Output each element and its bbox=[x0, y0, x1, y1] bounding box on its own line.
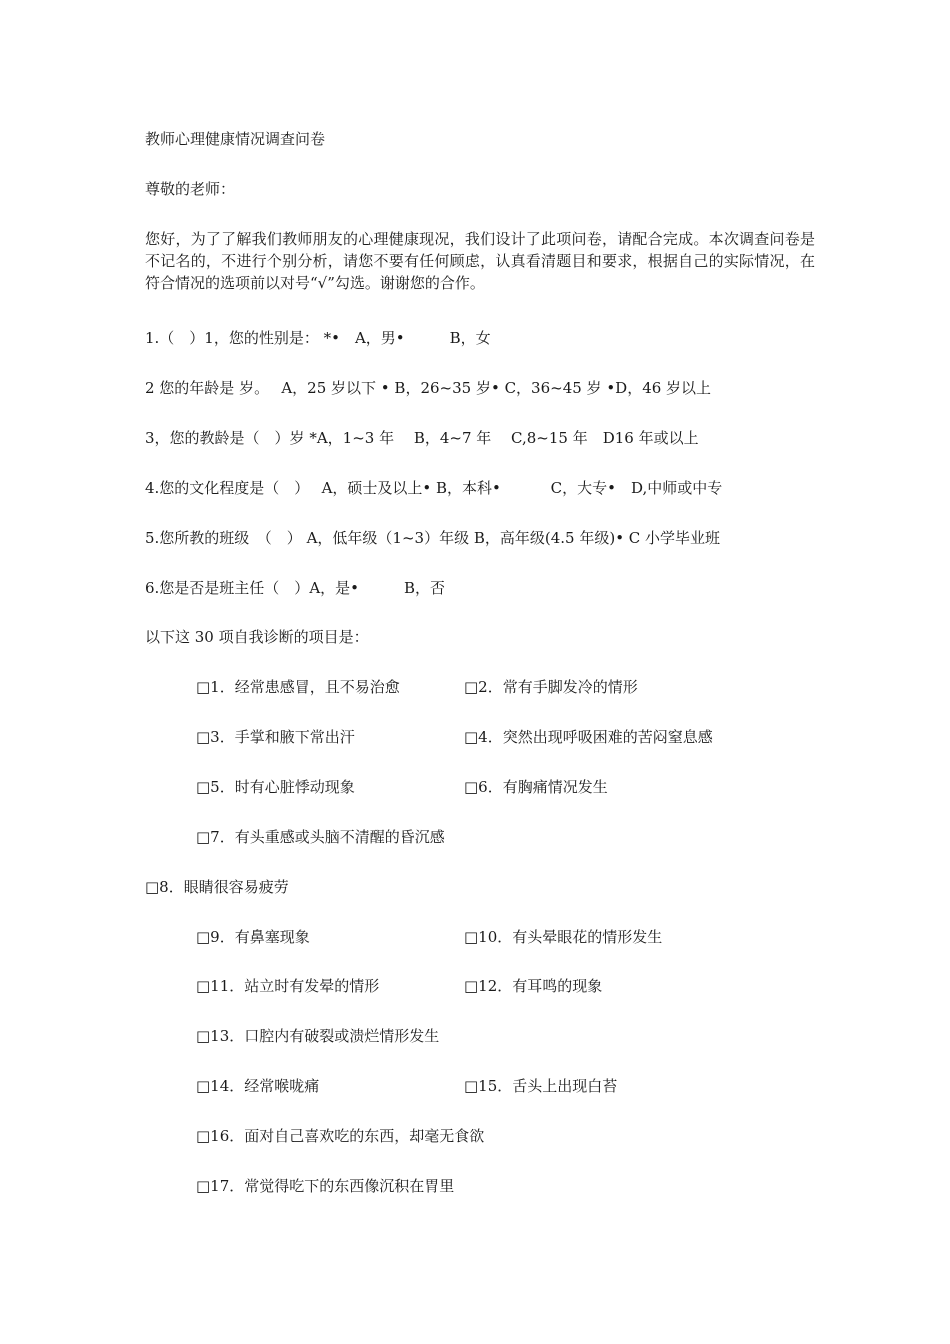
checklist-item-3: □3．手掌和腋下常出汗 bbox=[196, 728, 355, 746]
question-4: 4.您的文化程度是（ ） A，硕士及以上• B，本科• C，大专• D,中师或中专 bbox=[145, 479, 723, 497]
intro-paragraph: 您好，为了了解我们教师朋友的心理健康现况，我们设计了此项问卷，请配合完成。本次调查问卷是不记名的，不进行个别分析，请您不要有任何顾虑，认真看清题目和要求，根据自己的实际情况，在符合情况的选项前以对号“√”勾选。谢谢您的合作。 bbox=[145, 230, 815, 292]
checklist-item-15: □15．舌头上出现白苔 bbox=[464, 1077, 618, 1095]
checklist-item-8: □8．眼睛很容易疲劳 bbox=[145, 878, 289, 896]
document-title: 教师心理健康情况调查问卷 bbox=[145, 130, 326, 148]
question-1: 1.（ ）1，您的性别是： *• A，男• B，女 bbox=[145, 329, 491, 347]
checklist-item-16: □16．面对自己喜欢吃的东西，却毫无食欲 bbox=[196, 1127, 485, 1145]
checklist-item-7: □7．有头重感或头脑不清醒的昏沉感 bbox=[196, 828, 445, 846]
question-5: 5.您所教的班级 （ ） A，低年级（1~3）年级 B，高年级(4.5 年级)• C 小学毕业班 bbox=[145, 529, 721, 547]
salutation: 尊敬的老师： bbox=[145, 180, 236, 198]
checklist-item-12: □12．有耳鸣的现象 bbox=[464, 977, 603, 995]
checklist-item-11: □11．站立时有发晕的情形 bbox=[196, 977, 380, 995]
checklist-item-9: □9．有鼻塞现象 bbox=[196, 928, 310, 946]
checklist-item-13: □13．口腔内有破裂或溃烂情形发生 bbox=[196, 1027, 440, 1045]
checklist-item-14: □14．经常喉咙痛 bbox=[196, 1077, 320, 1095]
checklist-item-4: □4．突然出现呼吸困难的苦闷窒息感 bbox=[464, 728, 713, 746]
checklist-item-1: □1．经常患感冒，且不易治愈 bbox=[196, 678, 400, 696]
checklist-item-17: □17．常觉得吃下的东西像沉积在胃里 bbox=[196, 1177, 455, 1195]
question-2: 2 您的年龄是 岁。 A，25 岁以下 • B，26~35 岁• C，36~45 岁 •D，46 岁以上 bbox=[145, 379, 712, 397]
question-3: 3，您的教龄是（ ）岁 *A，1~3 年 B，4~7 年 C,8~15 年 D16 年或以上 bbox=[145, 429, 699, 447]
section-intro: 以下这 30 项自我诊断的项目是： bbox=[145, 628, 369, 646]
checklist-item-5: □5．时有心脏悸动现象 bbox=[196, 778, 355, 796]
checklist-item-6: □6．有胸痛情况发生 bbox=[464, 778, 608, 796]
question-6: 6.您是否是班主任（ ）A，是• B，否 bbox=[145, 579, 446, 597]
checklist-item-2: □2．常有手脚发冷的情形 bbox=[464, 678, 638, 696]
checklist-item-10: □10．有头晕眼花的情形发生 bbox=[464, 928, 663, 946]
